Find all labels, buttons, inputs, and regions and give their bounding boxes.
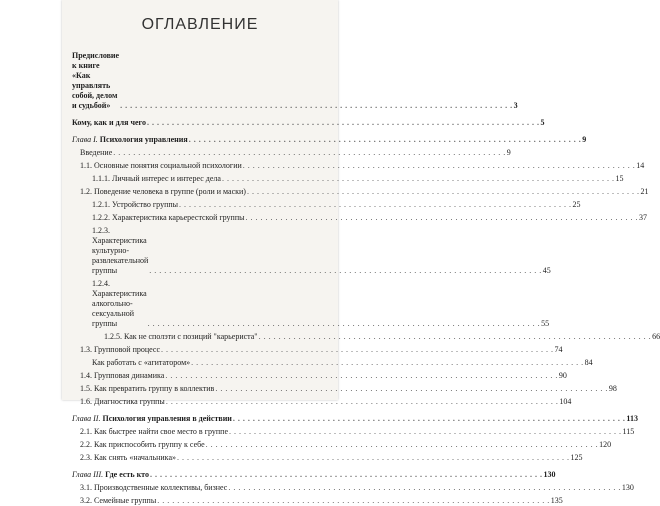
- toc-entry-label: [80, 384, 214, 394]
- dot-leader: [228, 483, 621, 493]
- toc-entry-label: [104, 332, 258, 342]
- toc-entry-label: [92, 174, 221, 184]
- toc-page-number: 84: [584, 358, 593, 367]
- toc-entry-label: [72, 135, 188, 145]
- toc-entry-text: 1.5. Как превратить группу в коллектив: [80, 384, 215, 393]
- toc-page-number: 9: [582, 135, 587, 144]
- toc-page-number: 120: [599, 440, 612, 449]
- toc-page-number: 135: [550, 496, 563, 505]
- toc-entry-text: 1.2.5. Как не сполэти с позиций "карьериста": [104, 332, 258, 341]
- dot-leader: [179, 200, 572, 210]
- toc-entry[interactable]: [72, 135, 587, 145]
- dot-leader: [147, 118, 540, 128]
- toc-entry-label: [80, 427, 228, 437]
- toc-entry[interactable]: [72, 187, 649, 197]
- dot-leader: [177, 453, 570, 463]
- toc-entry[interactable]: [72, 118, 545, 128]
- toc-entry[interactable]: [72, 453, 583, 463]
- toc-entry-label: [80, 440, 205, 450]
- toc-page-number: 74: [554, 345, 563, 354]
- toc-entry-text: 1.2.4. Характеристика алкогольно-сексуальной группы: [92, 279, 147, 328]
- dot-leader: [165, 371, 558, 381]
- toc-entry[interactable]: [72, 332, 660, 342]
- toc-page-number: 125: [570, 453, 583, 462]
- toc-entry-text: 1.3. Групповой процесс: [80, 345, 160, 354]
- toc-entry-label: [72, 414, 232, 424]
- dot-leader: [166, 397, 559, 407]
- toc-entry[interactable]: [72, 148, 511, 158]
- toc-entry-label: [80, 496, 156, 506]
- table-of-contents: [72, 43, 660, 506]
- dot-leader: [161, 345, 554, 355]
- toc-entry-text: 1.1. Основные понятия социальной психологии: [80, 161, 242, 170]
- toc-entry[interactable]: [72, 213, 647, 223]
- dot-leader: [233, 414, 626, 424]
- toc-entry[interactable]: [72, 226, 551, 276]
- toc-page-number: 115: [622, 427, 635, 436]
- toc-page-number: 130: [543, 470, 556, 479]
- toc-entry[interactable]: [72, 371, 567, 381]
- toc-entry-label: [72, 118, 146, 128]
- toc-entry-text: Как работать с «агитатором»: [92, 358, 191, 367]
- toc-entry[interactable]: [72, 345, 563, 355]
- toc-entry-label: [80, 483, 227, 493]
- toc-entry[interactable]: [72, 496, 563, 506]
- toc-entry-text: Кому, как и для чего: [72, 118, 146, 127]
- dot-leader: [215, 384, 608, 394]
- toc-entry[interactable]: [72, 414, 638, 424]
- dot-leader: [148, 319, 541, 329]
- dot-leader: [222, 174, 615, 184]
- toc-entry[interactable]: [72, 358, 593, 368]
- toc-entry-text: 1.4. Групповая динамика: [80, 371, 165, 380]
- toc-page-number: 90: [558, 371, 567, 380]
- toc-entry-label: [92, 200, 178, 210]
- chapter-number: Глава III.: [72, 470, 104, 479]
- toc-entry[interactable]: [72, 483, 634, 493]
- dot-leader: [150, 470, 543, 480]
- toc-entry-text: 2.2. Как приспособить группу к себе: [80, 440, 205, 449]
- toc-entry-label: [72, 470, 149, 480]
- dot-leader: [149, 266, 542, 276]
- dot-leader: [120, 101, 513, 111]
- chapter-number: Глава II.: [72, 414, 101, 423]
- toc-entry[interactable]: [72, 470, 556, 480]
- toc-entry-label: [80, 453, 176, 463]
- toc-entry-label: [92, 279, 147, 329]
- dot-leader: [245, 213, 638, 223]
- toc-entry-text: 3.1. Производственные коллективы, бизнес: [80, 483, 228, 492]
- toc-entry-label: [92, 358, 190, 368]
- toc-page-number: 37: [638, 213, 647, 222]
- dot-leader: [259, 332, 652, 342]
- toc-page-number: 104: [559, 397, 572, 406]
- dot-leader: [247, 187, 640, 197]
- toc-entry[interactable]: [72, 397, 572, 407]
- dot-leader: [229, 427, 622, 437]
- toc-entry-text: 1.2.2. Характеристика карьерестской группы: [92, 213, 245, 222]
- toc-entry-text: Психология управления: [99, 135, 188, 144]
- toc-entry-text: 3.2. Семейные группы: [80, 496, 157, 505]
- toc-entry-label: [80, 187, 246, 197]
- toc-page-number: 9: [506, 148, 511, 157]
- toc-entry-text: Предисловие к книге «Как управлять собой, делом и судьбой»: [72, 51, 120, 110]
- toc-entry[interactable]: [72, 427, 635, 437]
- toc-page-number: 21: [640, 187, 649, 196]
- toc-entry-label: [80, 371, 164, 381]
- toc-entry-label: [80, 345, 160, 355]
- page-title: ОГЛАВЛЕНИЕ: [141, 16, 259, 33]
- toc-entry-label: [92, 226, 148, 276]
- toc-page-number: 98: [608, 384, 617, 393]
- toc-page-number: 55: [541, 319, 550, 328]
- dot-leader: [206, 440, 599, 450]
- toc-page-number: 113: [626, 414, 638, 423]
- toc-entry[interactable]: [72, 174, 624, 184]
- toc-entry-text: 1.2.1. Устройство группы: [92, 200, 179, 209]
- toc-entry-label: [92, 213, 244, 223]
- toc-entry-text: Введение: [80, 148, 113, 157]
- toc-entry-text: 1.1.1. Личный интерес и интерес дела: [92, 174, 221, 183]
- book-page: [62, 0, 660, 505]
- toc-entry-text: Психология управления в действии: [102, 414, 232, 423]
- toc-page-number: 25: [572, 200, 581, 209]
- toc-page-number: 66: [652, 332, 660, 341]
- toc-entry-label: [80, 397, 165, 407]
- dot-leader: [189, 135, 582, 145]
- chapter-number: Глава I.: [72, 135, 98, 144]
- dot-leader: [157, 496, 550, 506]
- dot-leader: [113, 148, 506, 158]
- toc-entry-text: 1.6. Диагностика группы: [80, 397, 165, 406]
- toc-page-number: 14: [636, 161, 645, 170]
- toc-page-number: 3: [513, 101, 518, 110]
- toc-entry-text: 1.2. Поведение человека в группе (роли и маски): [80, 187, 246, 196]
- toc-entry-text: Где есть кто: [105, 470, 150, 479]
- toc-entry[interactable]: [72, 161, 645, 171]
- toc-entry[interactable]: [72, 51, 518, 111]
- toc-entry-label: [80, 148, 112, 158]
- toc-page-number: 5: [540, 118, 545, 127]
- toc-entry-label: [80, 161, 242, 171]
- toc-page-number: 15: [615, 174, 624, 183]
- toc-entry[interactable]: [72, 384, 617, 394]
- toc-entry[interactable]: [72, 279, 550, 329]
- toc-entry-text: 1.2.3. Характеристика культурно-развлекательной группы: [92, 226, 149, 275]
- toc-entry-label: [72, 51, 119, 111]
- toc-entry[interactable]: [72, 200, 581, 210]
- toc-entry-text: 2.1. Как быстрее найти свое место в группе: [80, 427, 228, 436]
- dot-leader: [191, 358, 584, 368]
- toc-page-number: 45: [542, 266, 551, 275]
- dot-leader: [243, 161, 636, 171]
- toc-entry-text: 2.3. Как снять «начальника»: [80, 453, 176, 462]
- toc-page-number: 130: [621, 483, 634, 492]
- toc-entry[interactable]: [72, 440, 612, 450]
